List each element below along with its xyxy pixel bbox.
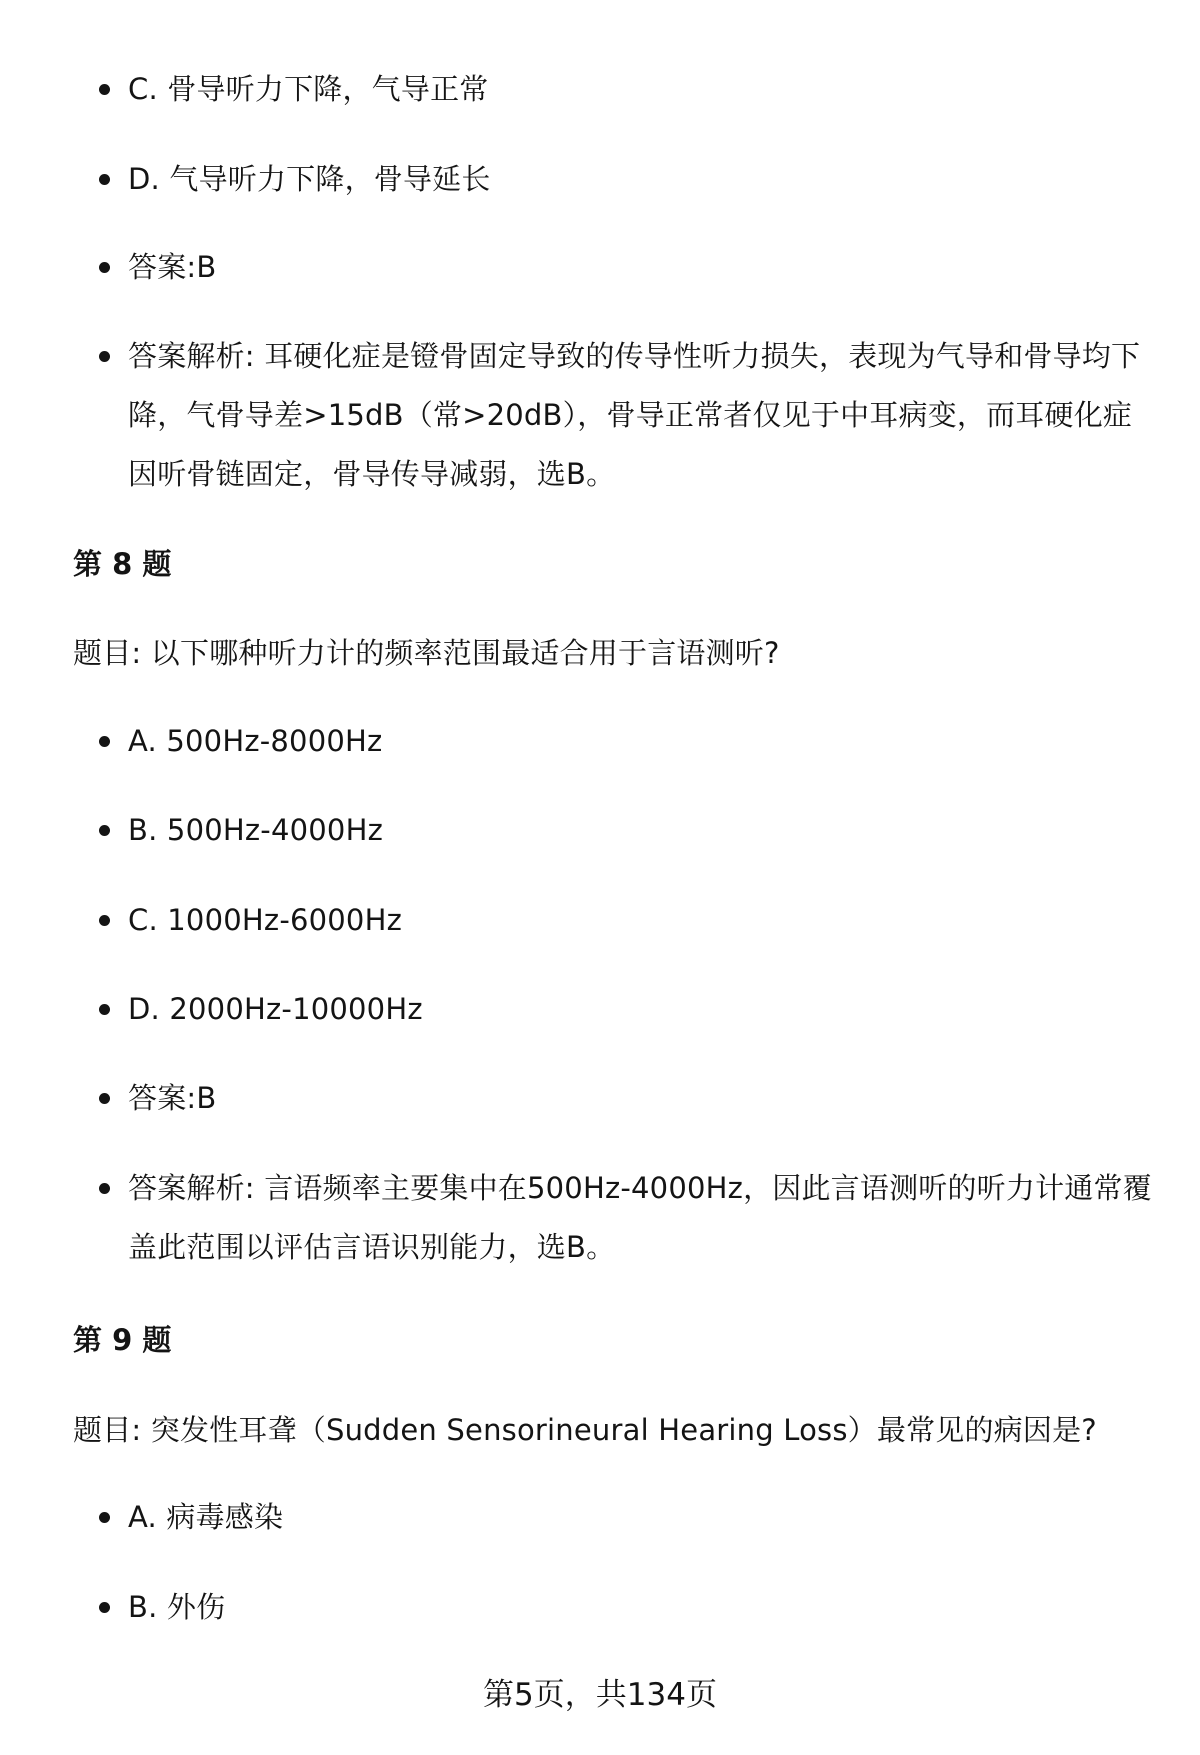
option-b: B. 500Hz-4000Hz (128, 813, 384, 847)
question-heading: 第 9 题 (73, 1323, 172, 1357)
question-stem: 题目: 以下哪种听力计的频率范围最适合用于言语测听? (73, 636, 780, 670)
answer-explanation: 答案解析: 耳硬化症是镫骨固定导致的传导性听力损失，表现为气导和骨导均下降，气骨导差>15dB（常>20dB），骨导正常者仅见于中耳病变，而耳硬化症因听骨链固定，骨导传导减弱，选B。 (128, 339, 1141, 491)
option-a: A. 500Hz-8000Hz (128, 724, 383, 758)
question-heading: 第 8 题 (73, 547, 172, 581)
option-a: A. 病毒感染 (128, 1500, 284, 1534)
page-number-footer: 第5页，共134页 (483, 1677, 717, 1713)
bullet-dot (99, 1183, 110, 1194)
bullet-dot (99, 1602, 110, 1613)
answer-line: 答案:B (128, 250, 217, 284)
bullet-dot (99, 262, 110, 273)
bullet-dot (99, 84, 110, 95)
bullet-dot (99, 736, 110, 747)
question-stem: 题目: 突发性耳聋（Sudden Sensorineural Hearing Loss）最常见的病因是? (73, 1413, 1097, 1447)
option-d: D. 气导听力下降，骨导延长 (128, 162, 491, 196)
option-d: D. 2000Hz-10000Hz (128, 992, 423, 1026)
answer-explanation: 答案解析: 言语频率主要集中在500Hz-4000Hz，因此言语测听的听力计通常覆盖此范围以评估言语识别能力，选B。 (128, 1171, 1152, 1264)
option-c: C. 1000Hz-6000Hz (128, 903, 403, 937)
bullet-dot (99, 915, 110, 926)
bullet-dot (99, 174, 110, 185)
option-c: C. 骨导听力下降，气导正常 (128, 72, 489, 106)
option-b: B. 外伤 (128, 1590, 226, 1624)
bullet-dot (99, 1004, 110, 1015)
answer-line: 答案:B (128, 1081, 217, 1115)
bullet-dot (99, 1093, 110, 1104)
bullet-dot (99, 1512, 110, 1523)
bullet-dot (99, 351, 110, 362)
bullet-dot (99, 825, 110, 836)
